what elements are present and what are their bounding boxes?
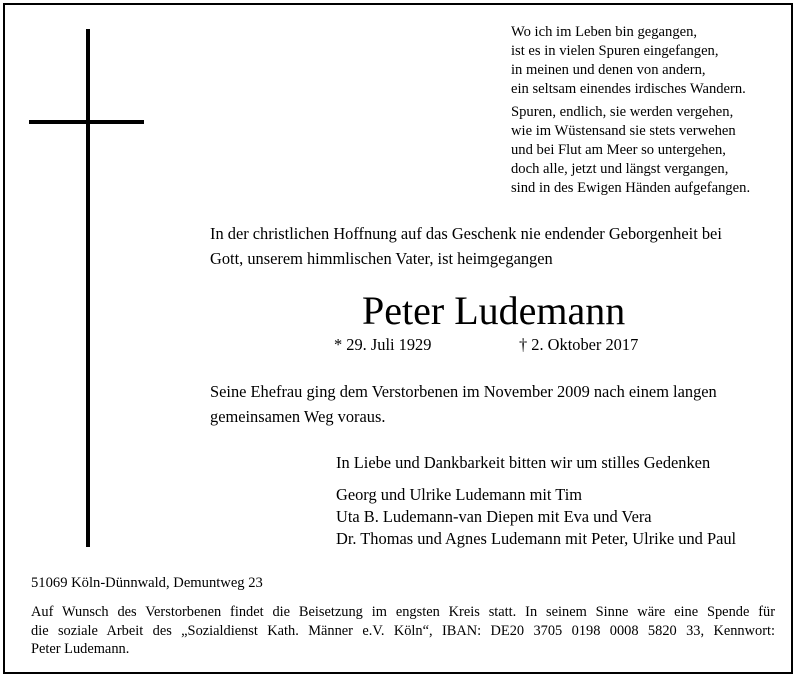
cross-icon-horizontal-bar	[29, 120, 144, 124]
poem-line: sind in des Ewigen Händen aufgefangen.	[511, 180, 751, 196]
family-member: Dr. Thomas und Agnes Ludemann mit Peter, Ulrike und Paul	[336, 529, 737, 548]
poem-line: ein seltsam einendes irdisches Wandern.	[511, 81, 746, 97]
cross-icon-vertical-bar	[86, 29, 90, 547]
poem-line: wie im Wüstensand sie stets verwehen	[511, 123, 736, 139]
intro-text	[210, 221, 780, 271]
poem-stanza-2	[511, 103, 750, 198]
poem-line: Wo ich im Leben bin gegangen,	[511, 24, 698, 40]
family-member: Uta B. Ludemann-van Diepen mit Eva und Vera	[336, 507, 652, 526]
obituary-notice	[3, 3, 793, 674]
death-date: † 2. Oktober 2017	[519, 335, 639, 354]
footer-line: Peter Ludemann.	[31, 641, 130, 657]
birth-date: * 29. Juli 1929	[334, 335, 432, 354]
wife-note-line: gemeinsamen Weg voraus.	[210, 407, 386, 426]
poem-line: und bei Flut am Meer so untergehen,	[511, 142, 726, 158]
poem-line: ist es in vielen Spuren eingefangen,	[511, 43, 719, 59]
poem-line: Spuren, endlich, sie werden vergehen,	[511, 104, 734, 120]
poem-line: doch alle, jetzt und längst vergangen,	[511, 161, 729, 177]
footer-line: Auf Wunsch des Verstorbenen findet die Beisetzung im engsten Kreis statt. In seinem Sinne wäre eine Spende für	[31, 604, 775, 620]
family-list	[336, 484, 736, 550]
poem-stanza-1	[511, 23, 750, 99]
wife-note	[210, 379, 717, 429]
poem-line: in meinen und denen von andern,	[511, 62, 706, 78]
address: 51069 Köln-Dünnwald, Demuntweg 23	[31, 575, 263, 591]
footer-line: die soziale Arbeit des „Sozialdienst Kath. Männer e.V. Köln“, IBAN: DE20 3705 0198 0008 5820 33, Kennwort:	[31, 622, 775, 639]
intro-line: Gott, unserem himmlischen Vater, ist heimgegangen	[210, 249, 553, 268]
wife-note-line: Seine Ehefrau ging dem Verstorbenen im November 2009 nach einem langen	[210, 382, 717, 401]
intro-line: In der christlichen Hoffnung auf das Geschenk nie endender Geborgenheit bei	[210, 224, 722, 243]
deceased-name: Peter Ludemann	[362, 288, 626, 333]
poem	[511, 23, 750, 198]
thanks-line: In Liebe und Dankbarkeit bitten wir um stilles Gedenken	[336, 453, 711, 472]
family-member: Georg und Ulrike Ludemann mit Tim	[336, 485, 583, 504]
footer-note	[31, 603, 775, 659]
